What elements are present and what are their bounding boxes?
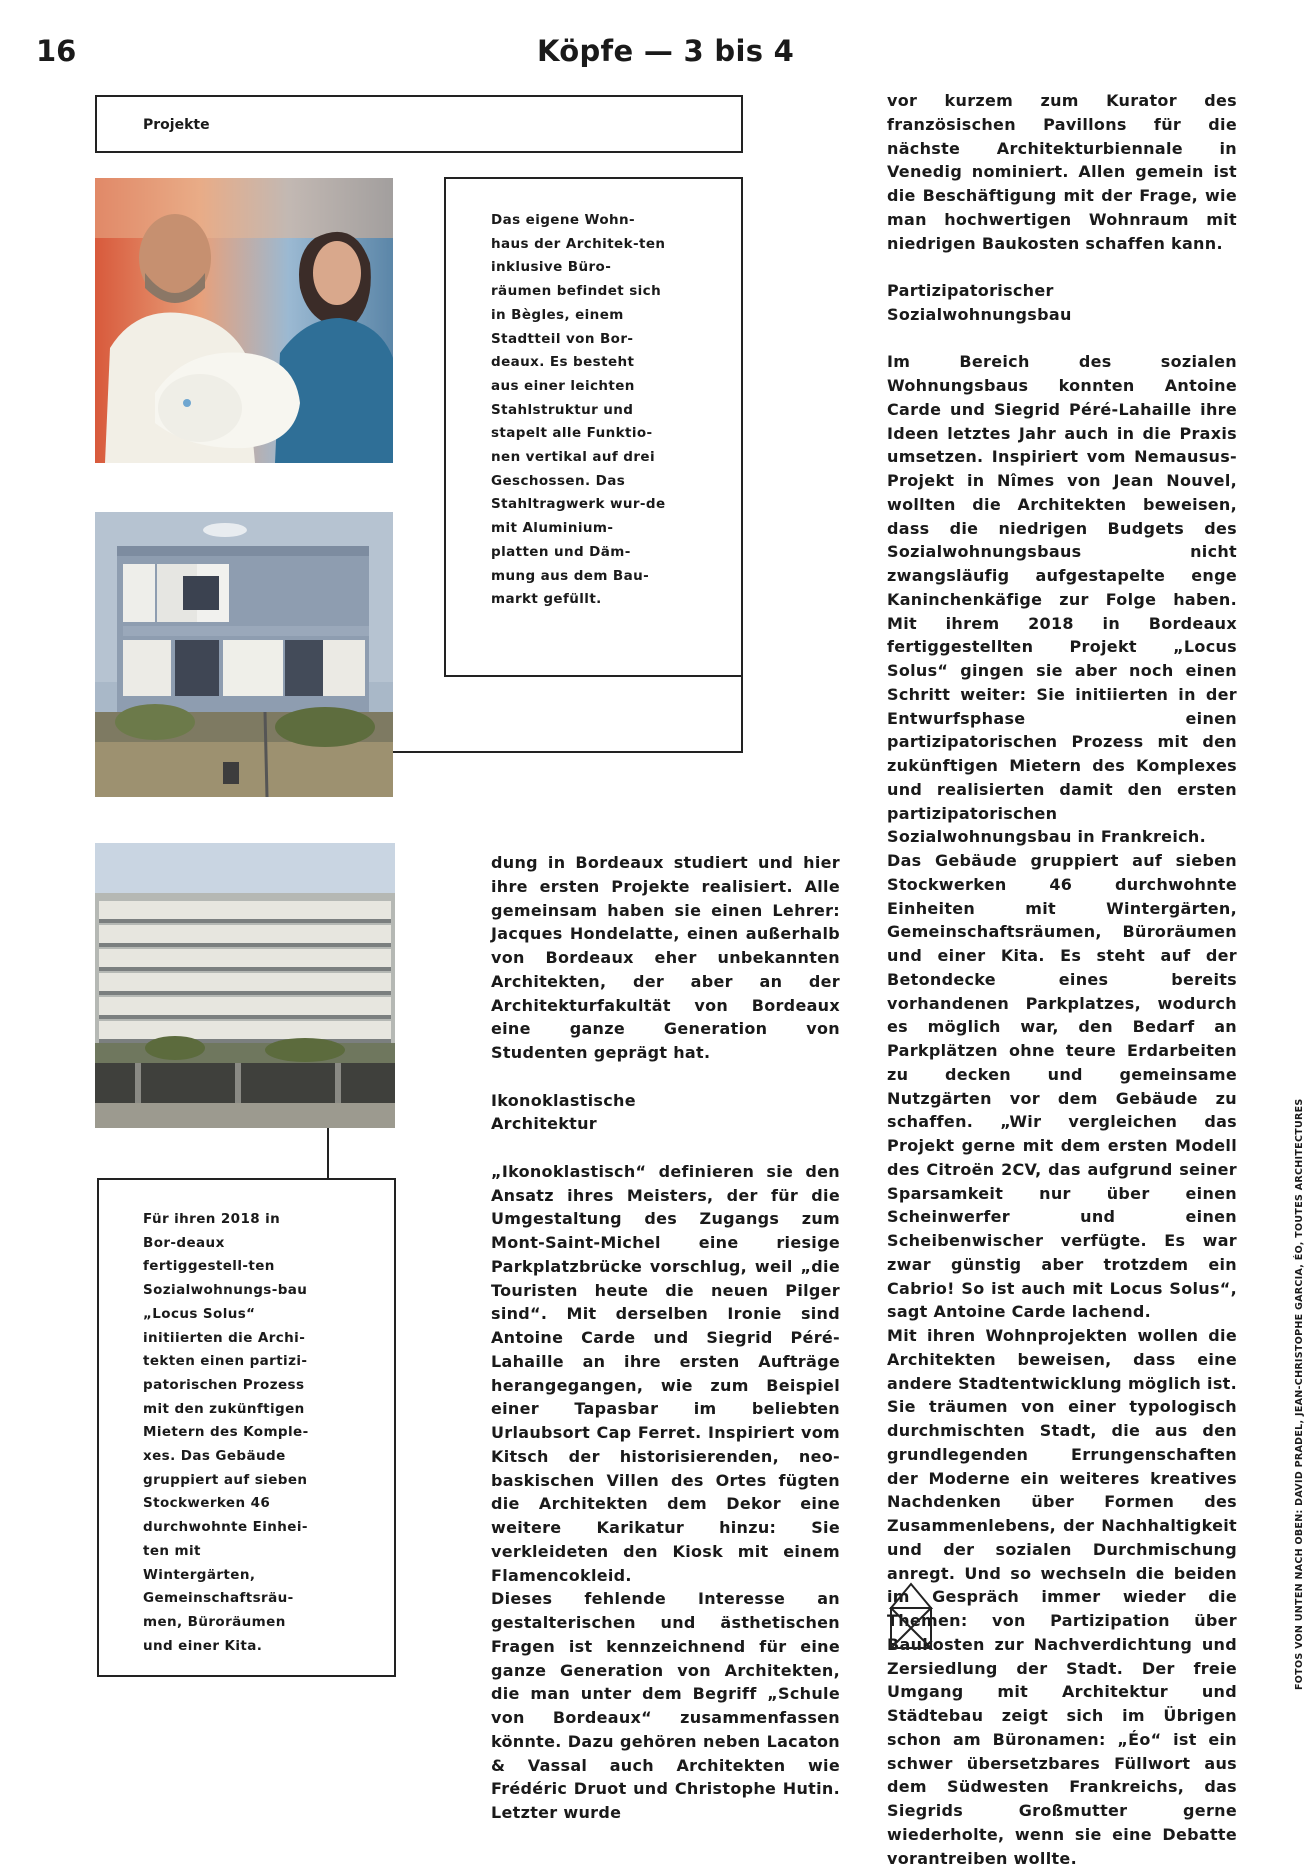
connector-line-locus xyxy=(327,1128,329,1178)
paragraph: vor kurzem zum Kurator des französischen Pavillons für die nächste Architekturbiennale in Venedig nominiert. Allen gemein ist die Beschäftigung mit der Frage, wie man hochwertigen Wohnraum mit niedrigen Baukosten schaffen kann. xyxy=(887,91,1237,253)
caption-locus-solus: Für ihren 2018 in Bor-deaux fertiggestell-ten Sozialwohnungs-bau „Locus Solus“ initiierten die Archi-tekten einen partizi-patorischen Prozess mit den zukünftigen Mietern des Komple-xes. Das Gebäude gruppiert auf sieben Stockwerken 46 durchwohnte Einhei-ten mit Wintergärten, Gemeinschaftsräu-men, Büroräumen und einer Kita. xyxy=(143,1211,309,1654)
paragraph: Dieses fehlende Interesse an gestalterischen und ästhetischen Fragen ist kennzeichnend für eine ganze Generation von Architekten, die man unter dem Begriff „Schule von Bordeaux“ zusammenfassen könnte. Dazu gehören neben Lacaton & Vassal auch Architekten wie Frédéric Druot und Christophe Hutin. Letzter wurde xyxy=(491,1589,840,1822)
page-number: 16 xyxy=(36,34,77,68)
portrait-illustration xyxy=(95,178,393,463)
section-heading: Architektur xyxy=(491,1114,598,1134)
locus-solus-illustration xyxy=(95,843,395,1128)
paragraph: Mit ihren Wohnprojekten wollen die Architekten beweisen, dass eine andere Stadtentwicklung möglich ist. Sie träumen von einer typologisch durchmischten Stadt, die aus den grundlegenden Errungenschaften der Moderne ein weiteres kreatives Nachdenken über Formen des Zusammenlebens, der Nachhaltigkeit und der sozialen Durchmischung anregt. Und so wechseln die beiden im Gespräch immer wieder die Themen: von Partizipation über Baukosten zur Nachverdichtung und Zersiedlung der Stadt. Der freie Umgang mit Architektur und Städtebau zeigt sich im Übrigen schon am Büronamen: „Éo“ ist ein schwer übersetzbares Füllwort aus dem Südwesten Frankreichs, das Siegrids Großmutter gerne wiederholte, wenn sie eine Debatte vorantreiben wollte. xyxy=(887,1326,1237,1868)
connector-line-house-vertical xyxy=(741,676,743,753)
paragraph: Im Bereich des sozialen Wohnungsbaus konnten Antoine Carde und Siegrid Péré-Lahaille ihre Ideen letztes Jahr auch in die Praxis umsetzen. Inspiriert vom Nemausus-Projekt in Nîmes von Jean Nouvel, wollten die Architekten beweisen, dass die niedrigen Budgets des Sozialwohnungsbaus nicht zwangsläufig aufgestapelte enge Kaninchenkäfige zur Folge haben. Mit ihrem 2018 in Bordeaux fertiggestellten Projekt „Locus Solus“ gingen sie aber noch einen Schritt weiter: Sie initiierten in der Entwurfsphase einen partizipatorischen Prozess mit den zukünftigen Mietern des Komplexes und realisierten damit den ersten partizipatorischen Sozialwohnungsbau in Frankreich. xyxy=(887,352,1237,847)
paragraph: Das Gebäude gruppiert auf sieben Stockwerken 46 durchwohnte Einheiten mit Wintergärten, Gemeinschaftsräumen, Büroräumen und einer Kita. Es steht auf der Betondecke eines bereits vorhandenen Parkplatzes, wodurch es möglich war, den Bedarf an Parkplätzen ohne teure Erdarbeiten zu decken und gemeinsame Nutzgärten vor dem Gebäude zu schaffen. „Wir vergleichen das Projekt gerne mit dem ersten Modell des Citroën 2CV, das aufgrund seiner Sparsamkeit nur über einen Scheinwerfer und einen Scheibenwischer verfügte. Es war zwar günstig aber trotzdem ein Cabrio! So ist auch mit Locus Solus“, sagt Antoine Carde lachend. xyxy=(887,851,1237,1322)
photo-credit: FOTOS VON UNTEN NACH OBEN: DAVID PRADEL, JEAN-CHRISTOPHE GARCIA, ÉO, TOUTES ARCHITECTURES xyxy=(1294,1098,1305,1690)
projekte-box xyxy=(95,95,743,153)
house-photo xyxy=(95,512,393,797)
caption-house: Das eigene Wohn-haus der Architek-ten inklusive Büro-räumen befindet sich in Bègles, einem Stadtteil von Bor-deaux. Es besteht aus einer leichten Stahlstruktur und stapelt alle Funktio-nen vertikal auf drei Geschossen. Das Stahltragwerk wur-de mit Aluminium-platten und Däm-mung aus dem Bau-markt gefüllt. xyxy=(491,212,666,608)
portrait-photo xyxy=(95,178,393,463)
paragraph: „Ikonoklastisch“ definieren sie den Ansatz ihres Meisters, der für die Umgestaltung des Zugangs zum Mont-Saint-Michel eine riesige Parkplatzbrücke vorschlug, weil „die Touristen heute die neuen Pilger sind“. Mit derselben Ironie sind Antoine Carde und Siegrid Péré-Lahaille an ihre ersten Aufträge herangegangen, wie zum Beispiel einer Tapasbar im beliebten Urlaubsort Cap Ferret. Inspiriert vom Kitsch der historisierenden, neo-baskischen Villen des Ortes fügten die Architekten dem Dekor eine weitere Karikatur hinzu: Sie verkleideten den Kiosk mit einem Flamencokleid. xyxy=(491,1161,840,1585)
page-title: Köpfe — 3 bis 4 xyxy=(537,34,795,68)
locus-solus-photo xyxy=(95,843,395,1128)
section-heading: Partizipatorischer xyxy=(887,281,1054,300)
house-illustration xyxy=(95,512,393,797)
projekte-label: Projekte xyxy=(143,117,210,133)
connector-line-house xyxy=(393,751,743,753)
house-envelope-icon xyxy=(887,1580,935,1652)
article-column-middle xyxy=(491,851,840,1825)
article-column-right xyxy=(887,89,1237,1870)
section-heading: Ikonoklastische xyxy=(491,1090,636,1110)
section-heading: Sozialwohnungsbau xyxy=(887,304,1072,324)
paragraph: dung in Bordeaux studiert und hier ihre ersten Projekte realisiert. Alle gemeinsam haben sie einen Lehrer: Jacques Hondelatte, einen außerhalb von Bordeaux eher unbekannten Architekten, der aber an der Architekturfakultät von Bordeaux eine ganze Generation von Studenten geprägt hat. xyxy=(491,853,840,1062)
